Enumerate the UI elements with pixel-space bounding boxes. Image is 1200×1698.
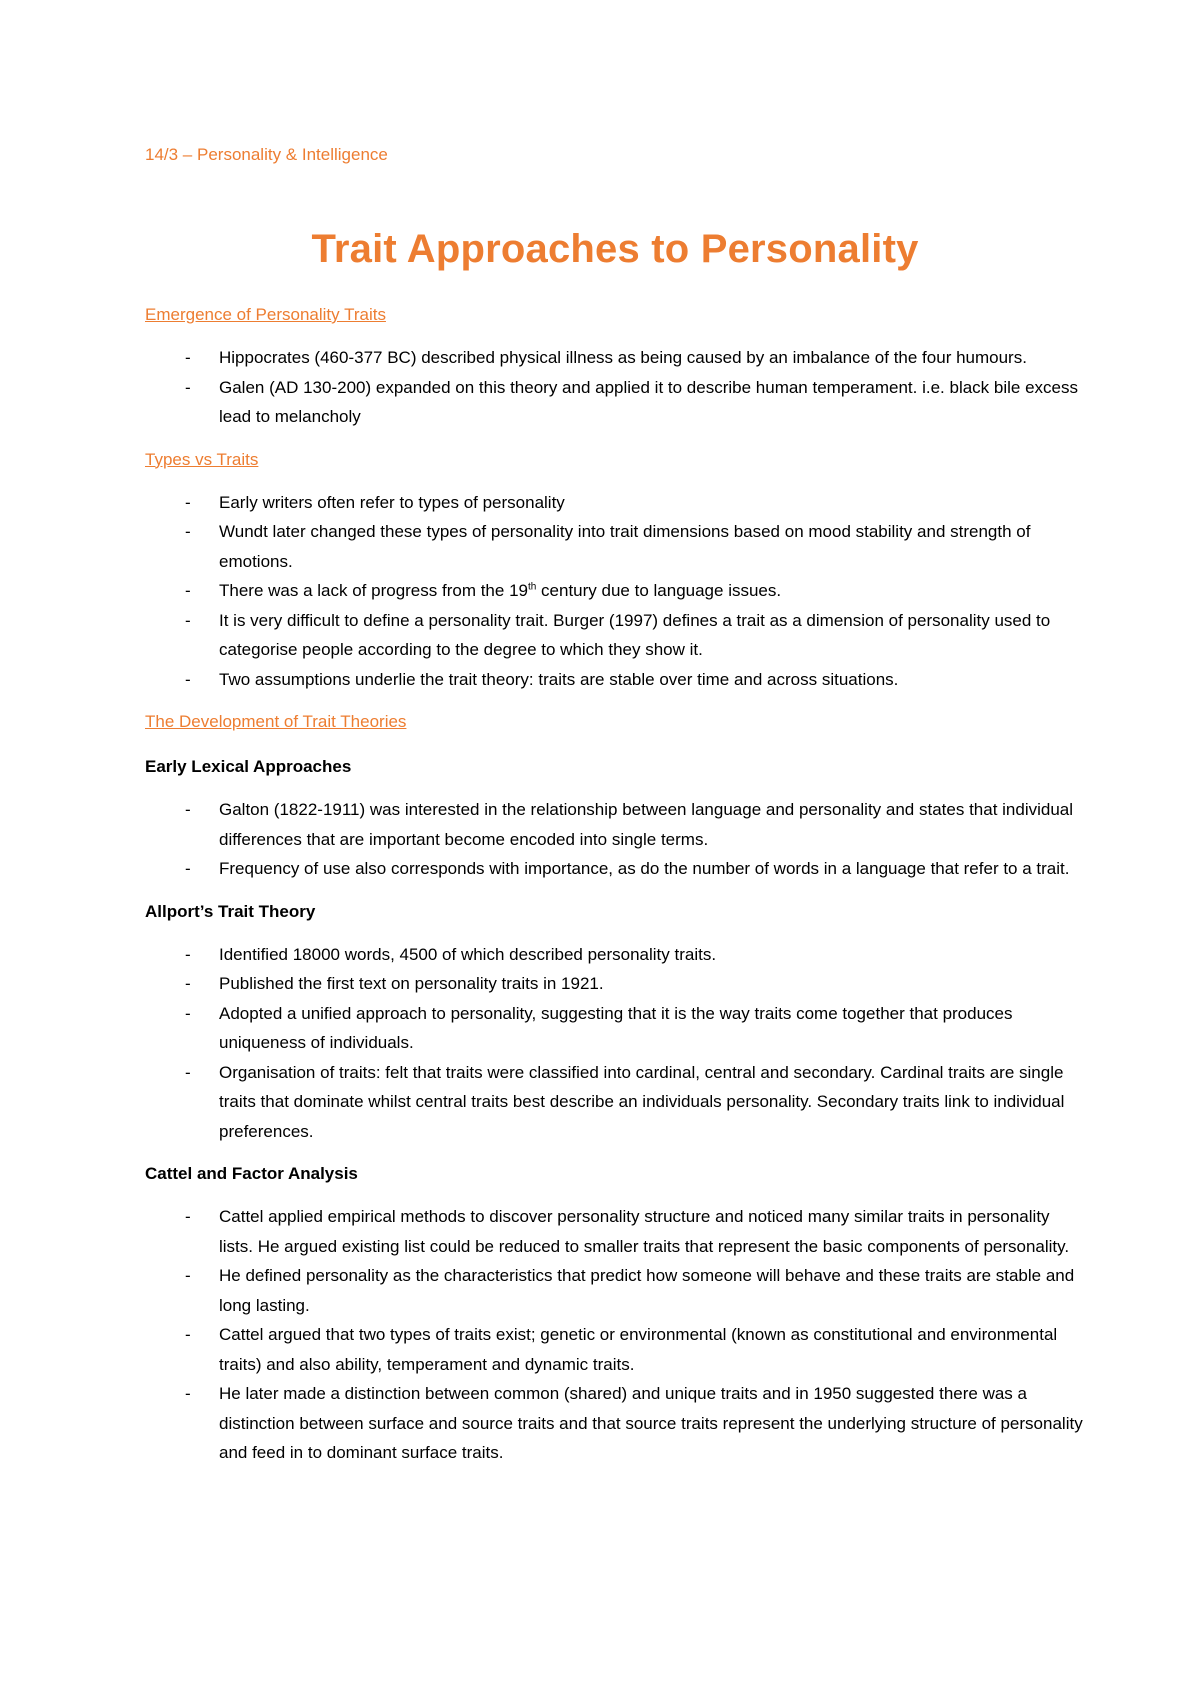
bullet-dash: -	[185, 974, 191, 993]
list-item-text: Cattel argued that two types of traits exist; genetic or environmental (known as constitutional and environmental traits) and also ability, temperament and dynamic traits.	[219, 1325, 1058, 1374]
bullet-list-cattel	[145, 1202, 1085, 1468]
bullet-dash: -	[185, 492, 191, 512]
list-item	[145, 940, 1085, 970]
list-item-text: Wundt later changed these types of personality into trait dimensions based on mood stability and strength of emotions.	[219, 522, 1031, 571]
list-item	[145, 488, 1085, 518]
bullet-dash: -	[185, 669, 191, 689]
list-item	[145, 795, 1085, 854]
list-item-text: He later made a distinction between common (shared) and unique traits and in 1950 suggested there was a distinction between surface and source traits and that source traits represent the underlying structure of personality and feed in to dominant surface traits.	[219, 1384, 1083, 1462]
list-item-text: He defined personality as the characteristics that predict how someone will behave and these traits are stable and long lasting.	[219, 1266, 1075, 1315]
bullet-dash: -	[185, 859, 191, 878]
subheading-early-lexical: Early Lexical Approaches	[145, 757, 352, 776]
list-item-text: Published the first text on personality traits in 1921.	[219, 974, 604, 993]
list-item-text: Two assumptions underlie the trait theory: traits are stable over time and across situations.	[219, 669, 899, 689]
document-content	[145, 143, 1085, 1468]
bullet-dash: -	[185, 1003, 191, 1023]
list-item-text: Hippocrates (460-377 BC) described physical illness as being caused by an imbalance of the four humours.	[219, 348, 1027, 367]
bullet-dash: -	[185, 610, 191, 630]
bullet-dash: -	[185, 348, 191, 367]
list-item-text: There was a lack of progress from the 19	[219, 581, 528, 600]
bullet-dash: -	[185, 1325, 191, 1344]
bullet-dash: -	[185, 522, 191, 541]
list-item	[145, 1320, 1085, 1379]
subheading-allport: Allport’s Trait Theory	[145, 901, 316, 921]
list-item-text: It is very difficult to define a personality trait. Burger (1997) defines a trait as a dimension of personality used to categorise people according to the degree to which they show it.	[219, 610, 1051, 659]
bullet-list-types-vs-traits	[145, 488, 1085, 695]
list-item	[145, 1058, 1085, 1147]
bullet-dash: -	[185, 800, 191, 819]
list-item	[145, 999, 1085, 1058]
bullet-dash: -	[185, 1207, 191, 1226]
list-item	[145, 665, 1085, 695]
course-label: 14/3 – Personality & Intelligence	[145, 145, 388, 164]
bullet-dash: -	[185, 944, 191, 964]
list-item-text: Organisation of traits: felt that traits were classified into cardinal, central and secondary. Cardinal traits are single traits that dominate whilst central traits best describe an individuals personality. Secondary traits link to individual preferences.	[219, 1062, 1065, 1141]
list-item	[145, 1261, 1085, 1320]
list-item	[145, 1202, 1085, 1261]
document-title: Trait Approaches to Personality	[311, 227, 919, 271]
list-item	[145, 969, 1085, 999]
list-item-text: Adopted a unified approach to personality, suggesting that it is the way traits come together that produces uniqueness of individuals.	[219, 1003, 1013, 1052]
bullet-dash: -	[185, 377, 191, 397]
subheading-cattel: Cattel and Factor Analysis	[145, 1164, 358, 1183]
list-item	[145, 606, 1085, 665]
superscript: th	[527, 581, 537, 593]
list-item	[145, 854, 1085, 884]
section-heading-types-vs-traits: Types vs Traits	[145, 449, 259, 469]
bullet-dash: -	[185, 1062, 191, 1082]
list-item-text: Early writers often refer to types of personality	[219, 492, 565, 512]
list-item-text: Identified 18000 words, 4500 of which described personality traits.	[219, 944, 717, 964]
list-item	[145, 576, 1085, 606]
list-item	[145, 1379, 1085, 1468]
list-item-text: Cattel applied empirical methods to discover personality structure and noticed many similar traits in personality lists. He argued existing list could be reduced to smaller traits that represent the basic components of personality.	[219, 1207, 1070, 1256]
section-heading-development: The Development of Trait Theories	[145, 712, 407, 731]
section-heading-emergence: Emergence of Personality Traits	[145, 305, 386, 324]
bullet-list-allport	[145, 940, 1085, 1147]
bullet-dash: -	[185, 1384, 191, 1403]
list-item	[145, 343, 1085, 373]
list-item	[145, 517, 1085, 576]
list-item-text: Galton (1822-1911) was interested in the relationship between language and personality and states that individual differences that are important become encoded into single terms.	[219, 800, 1074, 849]
list-item-text: Frequency of use also corresponds with importance, as do the number of words in a language that refer to a trait.	[219, 859, 1070, 878]
bullet-list-early-lexical	[145, 795, 1085, 884]
bullet-dash: -	[185, 1266, 191, 1285]
bullet-dash: -	[185, 581, 191, 600]
list-item	[145, 373, 1085, 432]
bullet-list-emergence	[145, 343, 1085, 432]
list-item-text: century due to language issues.	[536, 581, 782, 600]
list-item-text: Galen (AD 130-200) expanded on this theory and applied it to describe human temperament. i.e. black bile excess lead to melancholy	[219, 377, 1078, 426]
